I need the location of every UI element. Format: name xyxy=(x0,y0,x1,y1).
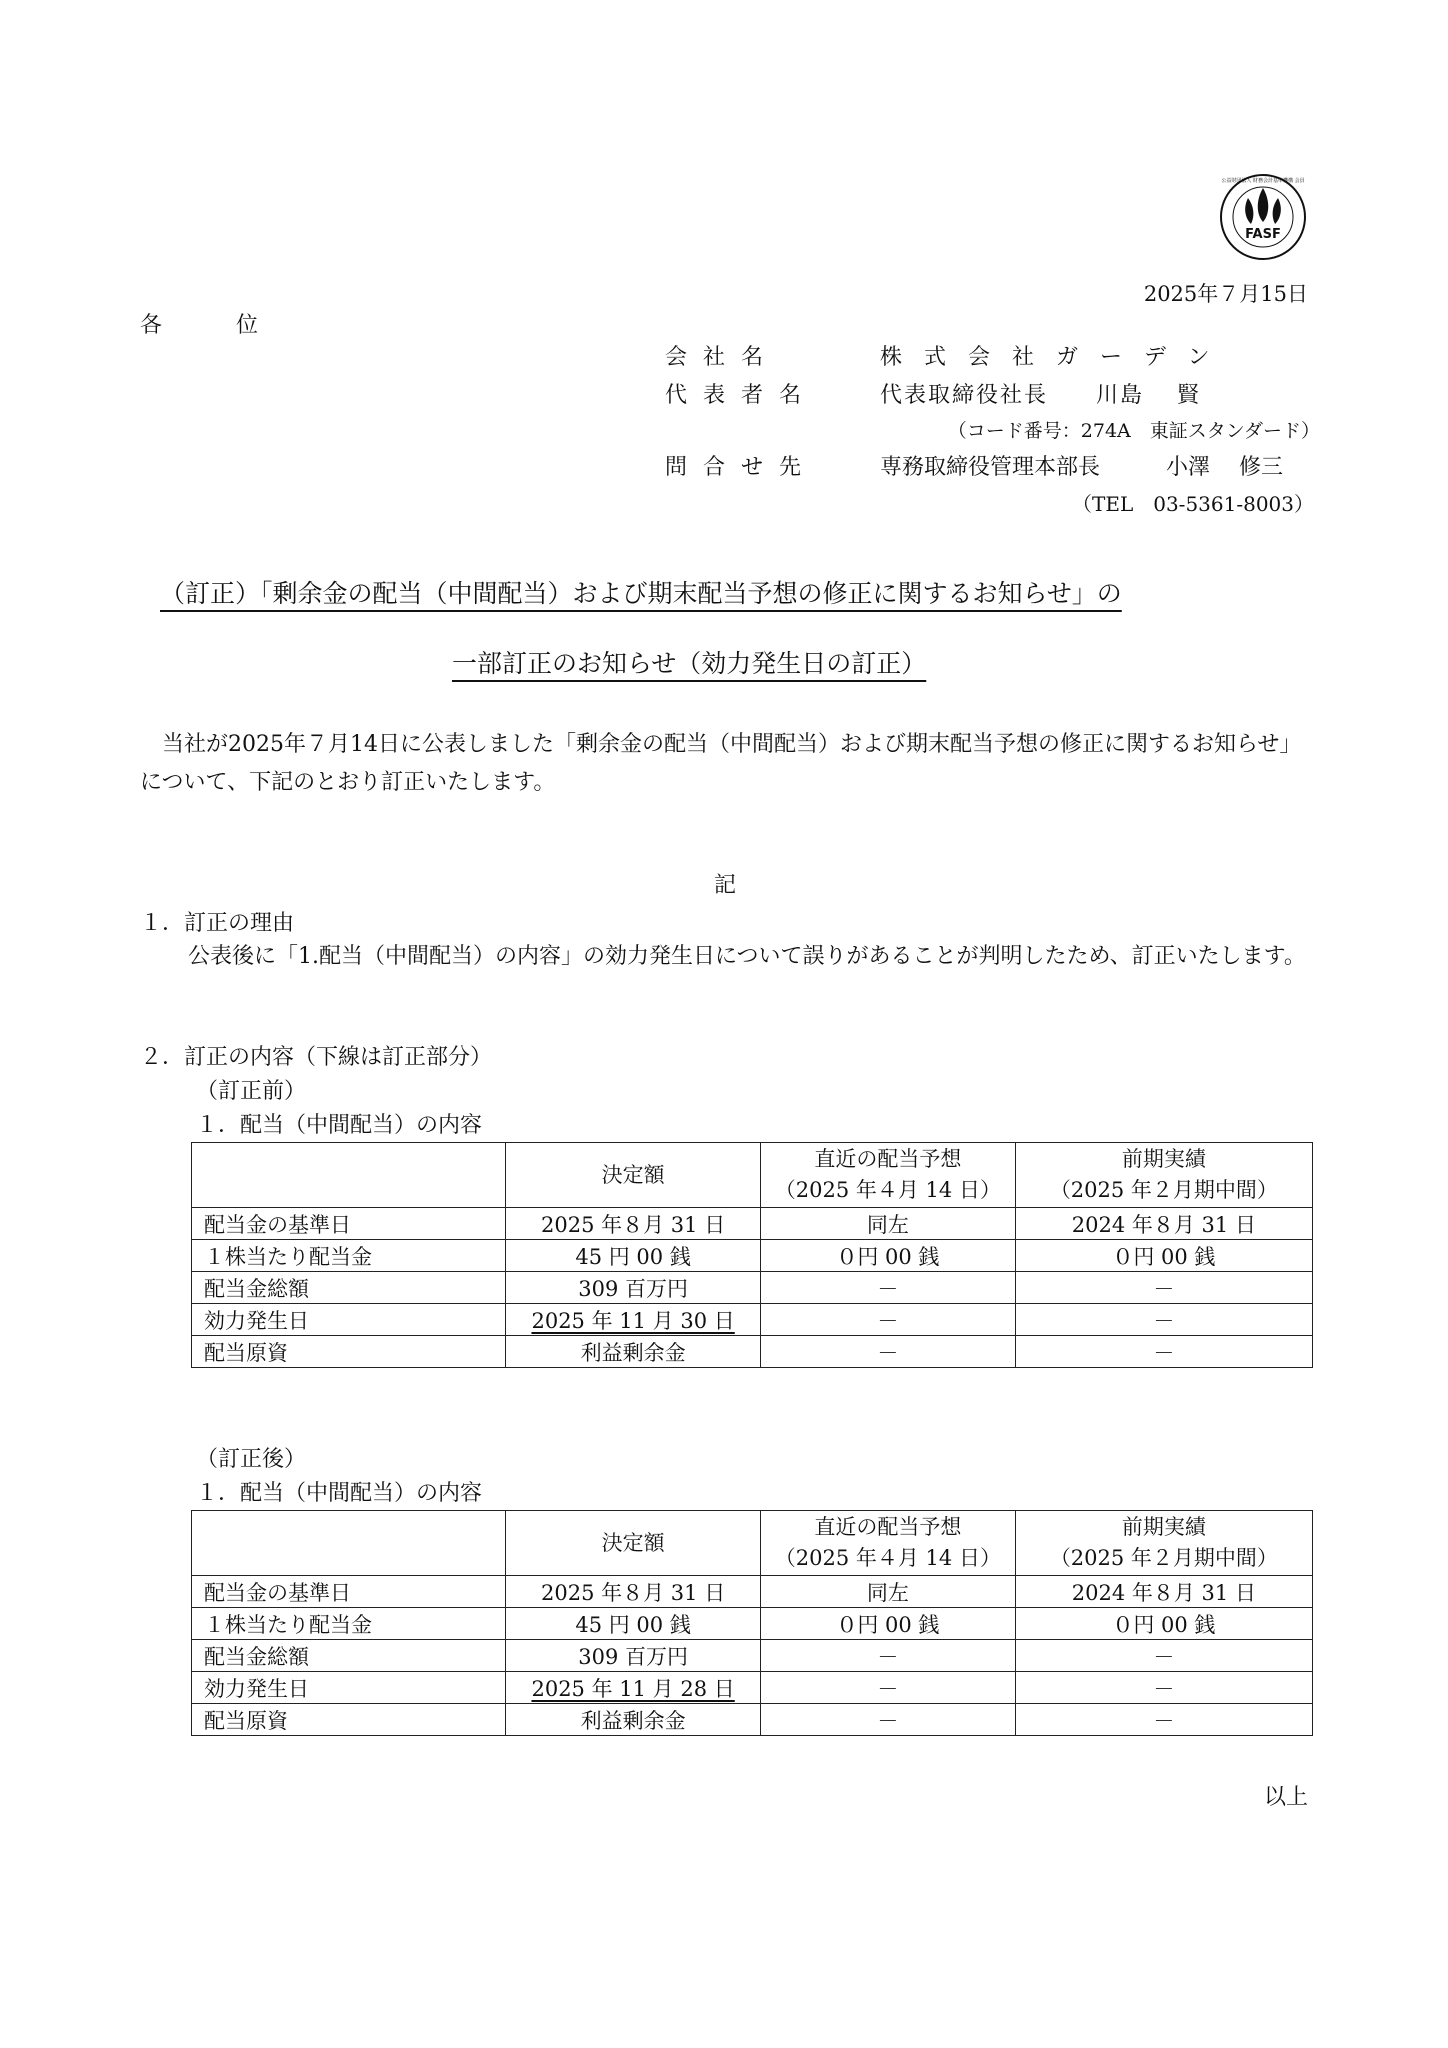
after-label: （訂正後） xyxy=(196,1447,307,1472)
section-1-body: 公表後に「1.配当（中間配当）の内容」の効力発生日について誤りがあることが判明したため、訂正いたします。 xyxy=(188,944,1306,969)
table-cell: 45 円 00 銭 xyxy=(506,1608,761,1640)
row-label: １株当たり配当金 xyxy=(192,1240,506,1272)
table-row xyxy=(192,1704,1313,1736)
stock-code: （コード番号：274A 東証スタンダード） xyxy=(947,420,1320,442)
header-blank xyxy=(192,1511,506,1576)
company-label: 会社名 xyxy=(665,345,780,370)
table-cell: 2024 年８月 31 日 xyxy=(1015,1576,1312,1608)
svg-text:公益財団法人 財務会計基準機構 会員: 公益財団法人 財務会計基準機構 会員 xyxy=(1221,178,1305,184)
table-row xyxy=(192,1640,1313,1672)
title-line-1: （訂正）「剰余金の配当（中間配当）および期末配当予想の修正に関するお知らせ」の xyxy=(160,579,1122,608)
table-row xyxy=(192,1240,1313,1272)
table-row xyxy=(192,1576,1313,1608)
row-label: 配当原資 xyxy=(192,1336,506,1368)
fasf-logo xyxy=(1218,172,1308,262)
addressee: 各 位 xyxy=(140,313,285,338)
table-cell: － xyxy=(760,1640,1015,1672)
table-cell: － xyxy=(1015,1640,1312,1672)
dividend-table-before xyxy=(191,1142,1313,1368)
table-cell xyxy=(506,1304,761,1336)
table-cell: 利益剰余金 xyxy=(506,1336,761,1368)
table-cell: － xyxy=(1015,1336,1312,1368)
title-line-2: 一部訂正のお知らせ（効力発生日の訂正） xyxy=(452,649,927,678)
table-cell: － xyxy=(760,1304,1015,1336)
table-cell: － xyxy=(1015,1304,1312,1336)
row-label: 効力発生日 xyxy=(192,1304,506,1336)
table-header-row xyxy=(192,1511,1313,1576)
table-cell: － xyxy=(760,1272,1015,1304)
intro-paragraph: 当社が2025年７月14日に公表しました「剰余金の配当（中間配当）および期末配当予想の修正に関するお知らせ」について、下記のとおり訂正いたします。 xyxy=(140,732,1302,795)
table-cell: 309 百万円 xyxy=(506,1640,761,1672)
closing-mark: 以上 xyxy=(1263,1785,1308,1810)
row-label: 配当原資 xyxy=(192,1704,506,1736)
header-prior: 前期実績 （2025 年２月期中間） xyxy=(1015,1143,1312,1208)
row-label: 配当金総額 xyxy=(192,1640,506,1672)
header-prior: 前期実績 （2025 年２月期中間） xyxy=(1015,1511,1312,1576)
table-cell: － xyxy=(760,1704,1015,1736)
table-header-row xyxy=(192,1143,1313,1208)
row-label: 効力発生日 xyxy=(192,1672,506,1704)
table-body-before xyxy=(192,1208,1313,1368)
table-cell: 45 円 00 銭 xyxy=(506,1240,761,1272)
table-cell: 2024 年８月 31 日 xyxy=(1015,1208,1312,1240)
row-label: 配当金の基準日 xyxy=(192,1576,506,1608)
representative-name: 代表取締役社長 川島 賢 xyxy=(880,383,1201,408)
dividend-table-after xyxy=(191,1510,1313,1736)
header-decided: 決定額 xyxy=(506,1511,761,1576)
table-cell: － xyxy=(760,1336,1015,1368)
table-cell: 同左 xyxy=(760,1576,1015,1608)
table-cell: ０円 00 銭 xyxy=(760,1240,1015,1272)
contact-label: 問合せ先 xyxy=(665,455,818,480)
header-forecast: 直近の配当予想 （2025 年４月 14 日） xyxy=(760,1511,1015,1576)
table-cell: ０円 00 銭 xyxy=(1015,1608,1312,1640)
ki-marker: 記 xyxy=(714,873,737,898)
contact-person: 専務取締役管理本部長 小澤 修三 xyxy=(880,455,1283,480)
table-row xyxy=(192,1304,1313,1336)
table-row xyxy=(192,1608,1313,1640)
company-name: 株式会社ガーデン xyxy=(880,345,1232,370)
header-forecast: 直近の配当予想 （2025 年４月 14 日） xyxy=(760,1143,1015,1208)
table-cell: － xyxy=(1015,1672,1312,1704)
table-cell: － xyxy=(1015,1704,1312,1736)
table-row xyxy=(192,1672,1313,1704)
svg-text:FASF: FASF xyxy=(1245,227,1281,242)
row-label: 配当金の基準日 xyxy=(192,1208,506,1240)
table-cell: － xyxy=(1015,1272,1312,1304)
table-cell: ０円 00 銭 xyxy=(760,1608,1015,1640)
table-cell: 2025 年８月 31 日 xyxy=(506,1208,761,1240)
representative-label: 代表者名 xyxy=(665,383,818,408)
table-cell: 309 百万円 xyxy=(506,1272,761,1304)
row-label: 配当金総額 xyxy=(192,1272,506,1304)
header-blank xyxy=(192,1143,506,1208)
table-body-after xyxy=(192,1576,1313,1736)
table-row xyxy=(192,1208,1313,1240)
header-decided: 決定額 xyxy=(506,1143,761,1208)
telephone: （TEL 03-5361-8003） xyxy=(1072,492,1314,516)
row-label: １株当たり配当金 xyxy=(192,1608,506,1640)
table-cell: ０円 00 銭 xyxy=(1015,1240,1312,1272)
table-cell xyxy=(506,1672,761,1704)
corrected-value: 2025 年 11 月 30 日 xyxy=(531,1308,735,1333)
table-cell: 同左 xyxy=(760,1208,1015,1240)
table-row xyxy=(192,1272,1313,1304)
after-table-title: １．配当（中間配当）の内容 xyxy=(196,1481,483,1506)
section-1-heading: １．訂正の理由 xyxy=(140,911,295,936)
table-cell: 2025 年８月 31 日 xyxy=(506,1576,761,1608)
section-2-heading: ２．訂正の内容（下線は訂正部分） xyxy=(140,1045,493,1070)
table-cell: 利益剰余金 xyxy=(506,1704,761,1736)
before-table-title: １．配当（中間配当）の内容 xyxy=(196,1113,483,1138)
before-label: （訂正前） xyxy=(196,1079,307,1104)
table-cell: － xyxy=(760,1672,1015,1704)
corrected-value: 2025 年 11 月 28 日 xyxy=(531,1676,735,1701)
document-date: 2025年７月15日 xyxy=(1143,282,1308,306)
table-row xyxy=(192,1336,1313,1368)
